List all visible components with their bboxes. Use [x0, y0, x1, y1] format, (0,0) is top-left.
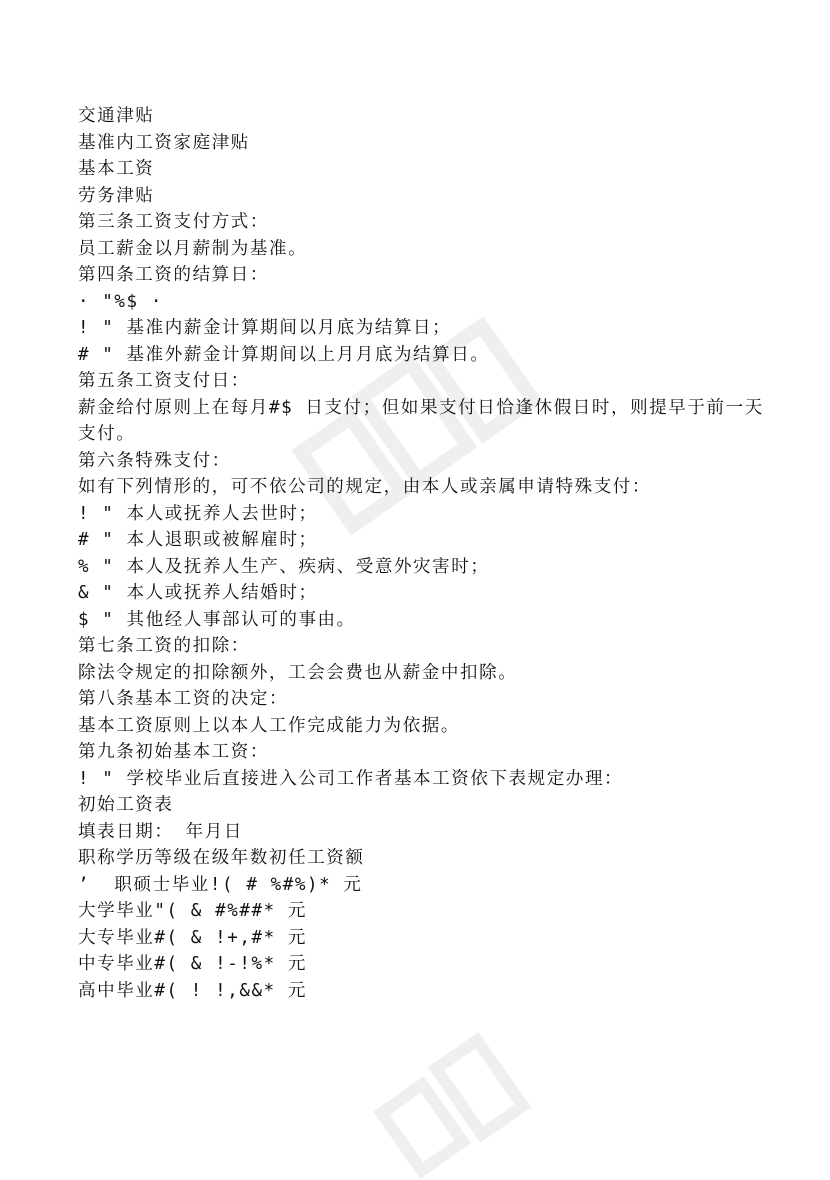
text-line: 除法令规定的扣除额外，工会会费也从薪金中扣除。 — [78, 662, 518, 683]
watermark-icon — [360, 1020, 580, 1180]
text-line: 基准内工资家庭津贴 — [78, 132, 250, 153]
list-item: ! " 本人或抚养人去世时； — [78, 503, 318, 524]
list-item: & " 本人或抚养人结婚时； — [78, 583, 318, 603]
section-heading: 第五条工资支付日： — [78, 371, 250, 391]
list-item: # " 本人退职或被解雇时； — [78, 530, 318, 550]
table-date-line: 填表日期： 年月日 — [78, 821, 243, 842]
text-line: 如有下列情形的，可不依公司的规定，由本人或亲属申请特殊支付： — [78, 477, 651, 497]
table-row: 高中毕业#( ! !,&&* 元 — [78, 980, 307, 1001]
table-row: ’ 职硕士毕业!( # %#%)* 元 — [78, 874, 363, 895]
list-item: ! " 学校毕业后直接进入公司工作者基本工资依下表规定办理： — [78, 768, 624, 789]
text-line: 员工薪金以月薪制为基准。 — [78, 238, 308, 259]
section-heading: 第八条基本工资的决定： — [78, 689, 289, 709]
text-line: 交通津贴 — [78, 106, 155, 126]
list-item: % " 本人及抚养人生产、疾病、受意外灾害时； — [78, 556, 490, 577]
table-row: 大学毕业"( & #%##* 元 — [78, 901, 307, 921]
list-item: # " 基准外薪金计算期间以上月月底为结算日。 — [78, 344, 490, 365]
text-line: · "%$ · — [78, 291, 163, 312]
section-heading: 第九条初始基本工资： — [78, 742, 269, 762]
text-line: 基本工资原则上以本人工作完成能力为依据。 — [78, 715, 460, 736]
section-heading: 第七条工资的扣除： — [78, 636, 250, 656]
text-line: 基本工资 — [78, 159, 155, 179]
section-heading: 第三条工资支付方式： — [78, 212, 269, 232]
table-row: 大专毕业#( & !+,#* 元 — [78, 927, 307, 948]
list-item: $ " 其他经人事部认可的事由。 — [78, 609, 356, 630]
table-header-row: 职称学历等级在级年数初任工资额 — [78, 848, 365, 868]
section-heading: 第六条特殊支付： — [78, 450, 231, 471]
table-title: 初始工资表 — [78, 795, 174, 815]
table-row: 中专毕业#( & !-!%* 元 — [78, 954, 307, 974]
text-line: 劳务津贴 — [78, 185, 155, 206]
text-paragraph: 薪金给付原则上在每月#$ 日支付；但如果支付日恰逢休假日时，则提早于前一天支付。 — [78, 397, 764, 444]
list-item: ! " 基准内薪金计算期间以月底为结算日； — [78, 318, 452, 338]
section-heading: 第四条工资的结算日： — [78, 265, 269, 285]
document-body — [78, 103, 768, 1004]
